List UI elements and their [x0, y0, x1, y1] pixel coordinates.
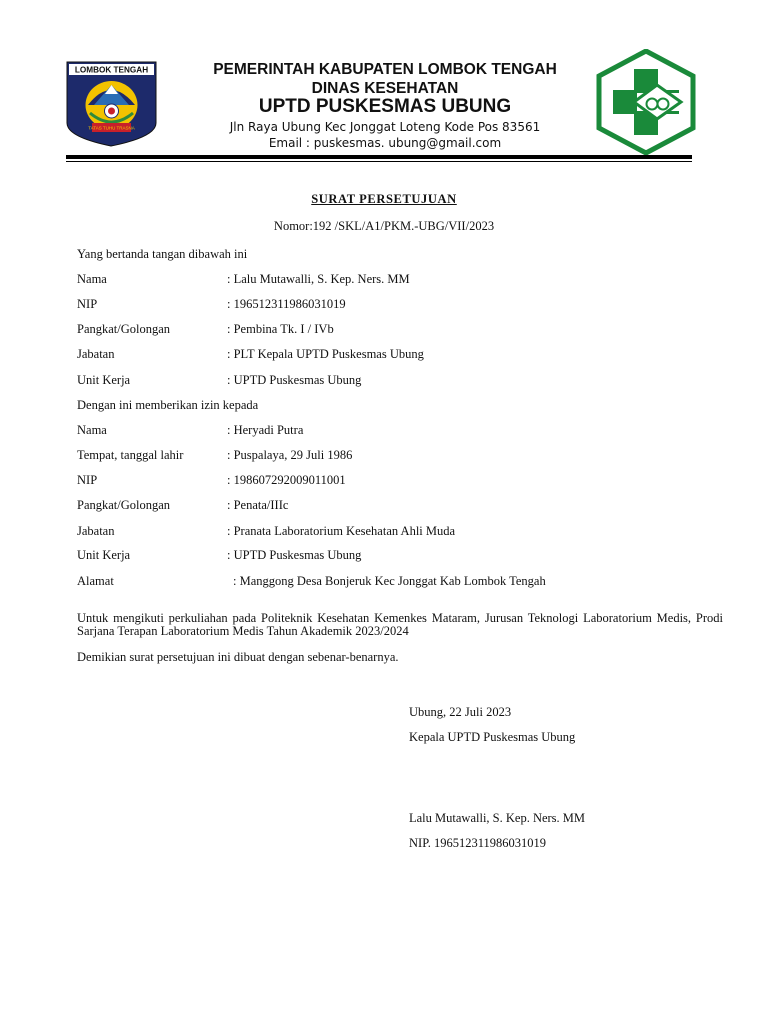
- closing-text: Demikian surat persetujuan ini dibuat dengan sebenar-benarnya.: [77, 650, 399, 664]
- field-label: Unit Kerja: [77, 548, 131, 562]
- field-label: NIP: [77, 297, 98, 311]
- field-value: : Pembina Tk. I / IVb: [227, 322, 334, 336]
- field-label: Tempat, tanggal lahir: [77, 448, 184, 462]
- field-label: Pangkat/Golongan: [77, 322, 171, 336]
- field-label: NIP: [77, 473, 98, 487]
- intro-text: Yang bertanda tangan dibawah ini: [77, 247, 248, 261]
- letter-title: SURAT PERSETUJUAN: [311, 192, 457, 206]
- field-label: Unit Kerja: [77, 373, 131, 387]
- field-value: : Lalu Mutawalli, S. Kep. Ners. MM: [227, 272, 410, 286]
- kop-address: Jln Raya Ubung Kec Jonggat Loteng Kode Pos 83561: [229, 120, 541, 134]
- kop-department: DINAS KESEHATAN: [311, 80, 459, 97]
- field-label: Nama: [77, 423, 107, 437]
- crest-motto-text: TATAS TUHU TRASNA: [88, 125, 135, 131]
- kop-government: PEMERINTAH KABUPATEN LOMBOK TENGAH: [213, 61, 557, 78]
- field-value: : 198607292009011001: [227, 473, 346, 487]
- field-label: Alamat: [77, 574, 114, 588]
- kop-email: Email : puskesmas. ubung@gmail.com: [268, 136, 502, 150]
- field-label: Pangkat/Golongan: [77, 498, 171, 512]
- field-value: : UPTD Puskesmas Ubung: [227, 548, 362, 562]
- purpose-paragraph: Untuk mengikuti perkuliahan pada Politeknik Kesehatan Kemenkes Mataram, Jurusan Teknologi Laboratorium Medis, Prodi Sarjana Terapan Laboratorium Medis Tahun Akademik 2023/2024: [77, 611, 723, 638]
- kop-thick-rule: [66, 155, 692, 159]
- lombok-tengah-crest-logo: [66, 61, 157, 147]
- field-value: : Heryadi Putra: [227, 423, 304, 437]
- field-value: : 196512311986031019: [227, 297, 346, 311]
- kop-thin-rule: [66, 161, 692, 162]
- field-value: : UPTD Puskesmas Ubung: [227, 373, 362, 387]
- field-value: : Penata/IIIc: [227, 498, 289, 512]
- field-label: Jabatan: [77, 347, 115, 361]
- field-value: : Puspalaya, 29 Juli 1986: [227, 448, 353, 462]
- field-value: : Manggong Desa Bonjeruk Kec Jonggat Kab Lombok Tengah: [233, 574, 546, 588]
- crest-title-text: LOMBOK TENGAH: [74, 65, 149, 75]
- field-label: Jabatan: [77, 524, 115, 538]
- signer-nip: NIP. 196512311986031019: [409, 836, 547, 850]
- kop-institution: UPTD PUSKESMAS UBUNG: [258, 96, 512, 117]
- signer-name: Lalu Mutawalli, S. Kep. Ners. MM: [409, 811, 586, 825]
- field-value: : PLT Kepala UPTD Puskesmas Ubung: [227, 347, 424, 361]
- puskesmas-logo: [593, 49, 699, 155]
- grant-intro-text: Dengan ini memberikan izin kepada: [77, 398, 259, 412]
- signer-title: Kepala UPTD Puskesmas Ubung: [409, 730, 576, 744]
- field-value: : Pranata Laboratorium Kesehatan Ahli Muda: [227, 524, 456, 538]
- place-date: Ubung, 22 Juli 2023: [409, 705, 512, 719]
- letter-number: Nomor:192 /SKL/A1/PKM.-UBG/VII/2023: [273, 219, 495, 233]
- field-label: Nama: [77, 272, 107, 286]
